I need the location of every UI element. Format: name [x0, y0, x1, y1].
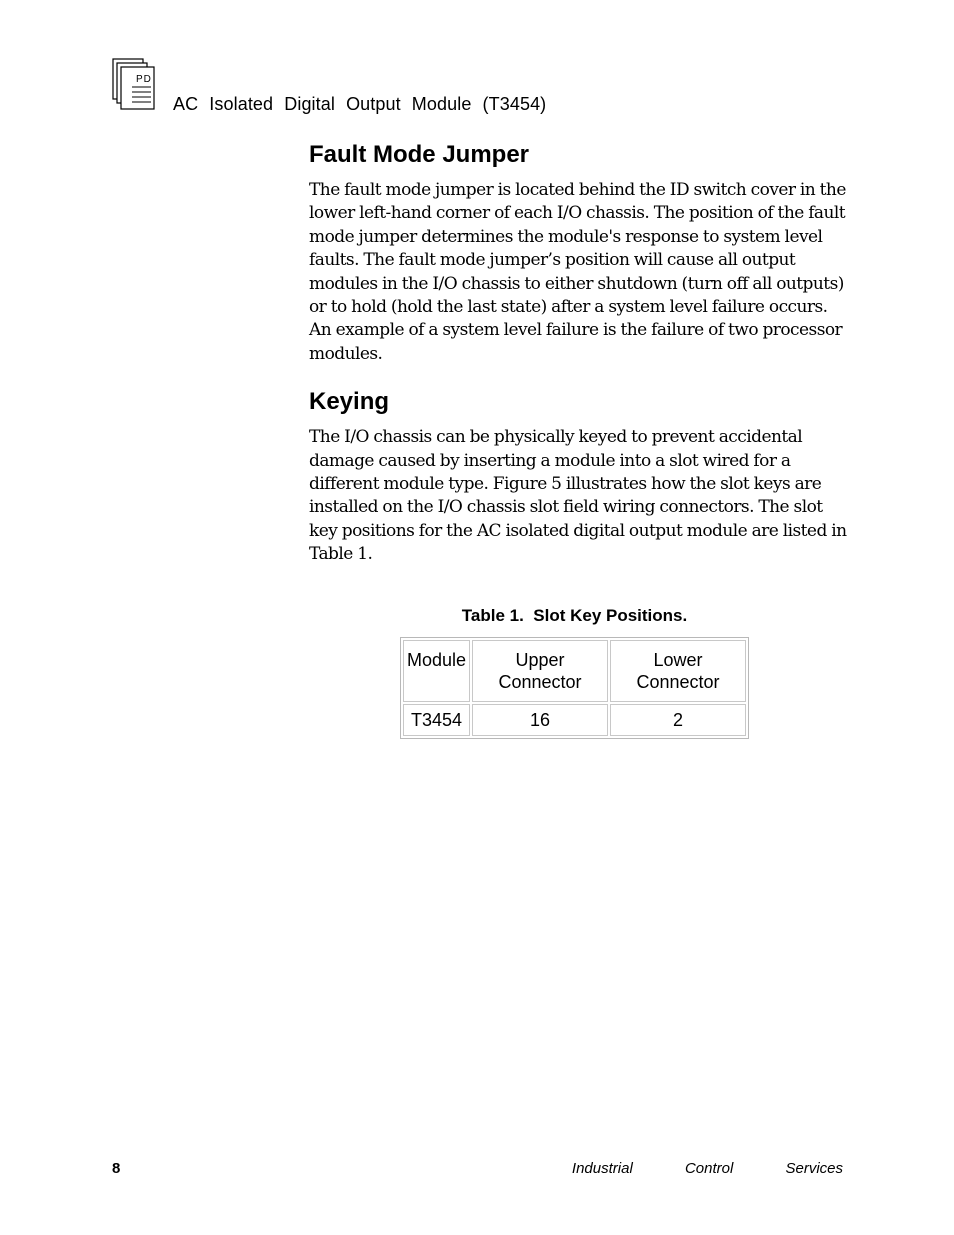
column-header: Upper Connector: [472, 640, 608, 702]
slot-key-table: [400, 637, 749, 739]
table-row: [403, 704, 746, 736]
table-cell: 16: [472, 704, 608, 736]
column-header: Module: [403, 640, 470, 702]
document-logo-icon: [112, 58, 156, 110]
section-body: The I/O chassis can be physically keyed to prevent accidental damage caused by inserting a module into a slot wired for a different module type. Figure 5 illustrates how the slot keys are installed on the I/O chassis slot field wiring connectors. The slot key positions for the AC isolated digital output module are listed in Table 1.: [309, 427, 847, 565]
section-fault-mode-jumper: [309, 139, 849, 366]
section-heading: Fault Mode Jumper: [309, 141, 530, 168]
table-caption: Table 1. Slot Key Positions.: [461, 606, 688, 625]
logo-label: PD: [136, 74, 152, 85]
section-keying: [309, 386, 849, 566]
column-header: Lower Connector: [610, 640, 746, 702]
section-heading: Keying: [309, 388, 390, 416]
running-header: AC Isolated Digital Output Module (T3454): [173, 94, 547, 114]
table-cell: 2: [610, 704, 746, 736]
table-header-row: [403, 640, 746, 702]
footer-organization: Industrial Control Services: [571, 1160, 843, 1177]
section-body: The fault mode jumper is located behind the ID switch cover in the lower left-hand corner of each I/O chassis. The position of the fault mode jumper determines the module's response to system level faults. The fault mode jumper’s position will cause all output modules in the I/O chassis to either shutdown (turn off all outputs) or to hold (hold the last state) after a system level failure occurs. An example of a system level failure is the failure of two processor modules.: [309, 180, 846, 364]
page-number: 8: [112, 1160, 121, 1177]
main-content: [309, 139, 849, 567]
table-cell: T3454: [403, 704, 470, 736]
